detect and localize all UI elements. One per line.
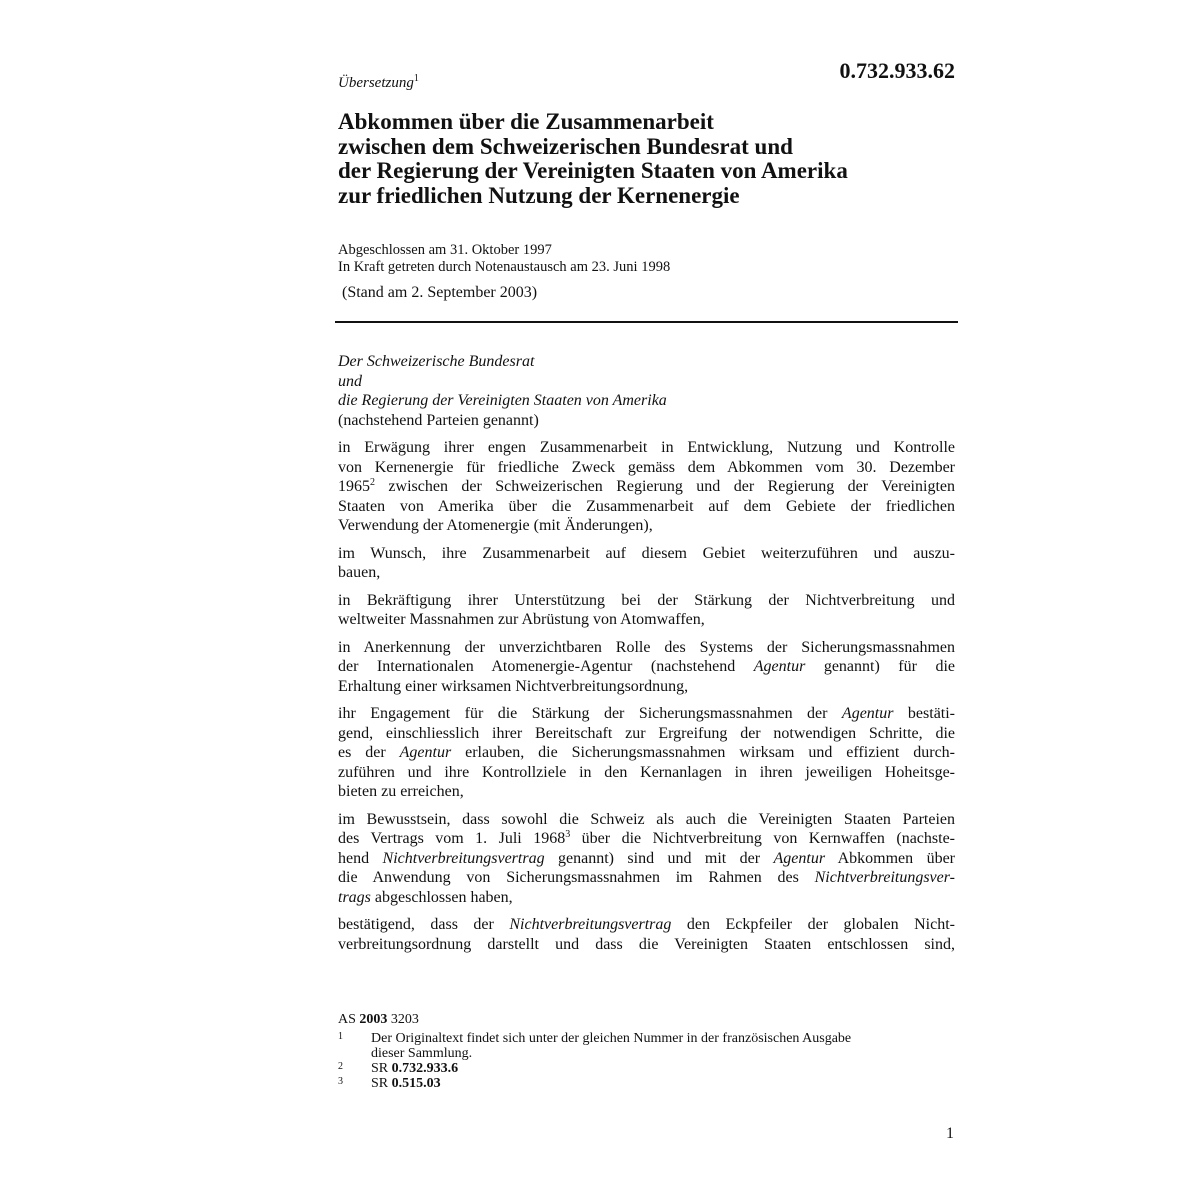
as-page: 3203: [387, 1012, 419, 1027]
footnote-number: 2: [338, 1061, 343, 1072]
text-fragment: genannt) für die: [805, 658, 955, 675]
text-line: weltweiter Massnahmen zur Abrüstung von Atomwaffen,: [338, 611, 705, 628]
text-fragment: hend: [338, 849, 383, 867]
term-agentur: Agentur: [773, 849, 826, 867]
text-line: [338, 868, 955, 888]
text-fragment: der Internationalen Atomenergie-Agentur (nachstehend: [338, 658, 754, 675]
as-reference: [338, 1012, 958, 1027]
text-fragment: es der: [338, 744, 400, 761]
preamble-paragraph: [338, 591, 955, 630]
title-line: Abkommen über die Zusammenarbeit: [338, 109, 714, 134]
footnote-text: Der Originaltext findet sich unter der gleichen Nummer in der französischen Ausgabe: [371, 1031, 852, 1046]
page-number: 1: [946, 1125, 954, 1142]
footnote-ref-3[interactable]: 3: [565, 829, 571, 840]
text-line: zuführen und ihre Kontrollziele in den Kernanlagen in ihren jeweiligen Hoheitsge-: [338, 763, 955, 781]
as-year: 2003: [359, 1012, 388, 1027]
footnote-text: dieser Sammlung.: [371, 1046, 473, 1061]
title-line: der Regierung der Vereinigten Staaten von Amerika: [338, 158, 848, 183]
text-fragment: genannt) sind und mit der: [544, 849, 774, 867]
text-fragment: 1965: [338, 478, 370, 495]
text-line: bieten zu erreichen,: [338, 783, 464, 800]
term-agentur: Agentur: [399, 744, 452, 761]
title-line: zur friedlichen Nutzung der Kernenergie: [338, 182, 740, 208]
text-line: verbreitungsordnung darstellt und dass die Vereinigten Staaten entschlossen sind,: [338, 935, 955, 953]
footnote-number: 3: [338, 1076, 343, 1087]
text-fragment: den Eckpfeiler der globalen Nicht-: [671, 916, 955, 933]
term-treaty: Nichtverbreitungsver-: [814, 869, 955, 886]
title-line: zwischen dem Schweizerischen Bundesrat und: [338, 133, 793, 159]
parties-note: (nachstehend Parteien genannt): [338, 411, 539, 429]
preamble-paragraph: [338, 638, 955, 697]
preamble: [338, 352, 955, 954]
text-fragment: zwischen der Schweizerischen Regierung und der Regierung der Vereinigten: [375, 478, 955, 495]
text-fragment: des Vertrags vom 1. Juli 1968: [338, 830, 566, 847]
footnote-2: [338, 1061, 958, 1076]
text-fragment: ihr Engagement für die Stärkung der Sicherungsmassnahmen der: [338, 705, 842, 722]
in-force-date: In Kraft getreten durch Notenaustausch am 23. Juni 1998: [338, 258, 671, 275]
party-conjunction: und: [338, 372, 362, 390]
concluded-date: Abgeschlossen am 31. Oktober 1997: [338, 242, 552, 258]
footnote-prefix: SR: [371, 1076, 392, 1091]
text-fragment: abgeschlossen haben,: [370, 888, 513, 906]
text-line: [338, 743, 955, 763]
text-line: bauen,: [338, 564, 381, 581]
footnote-sr-link[interactable]: 0.515.03: [391, 1076, 441, 1091]
text-fragment: die Anwendung von Sicherungsmassnahmen im Rahmen des: [338, 869, 815, 886]
text-fragment: bestätigend, dass der: [338, 916, 510, 933]
text-line: in Erwägung ihrer engen Zusammenarbeit in Entwicklung, Nutzung und Kontrolle: [338, 439, 955, 456]
text-line: im Bewusstsein, dass sowohl die Schweiz als auch die Vereinigten Staaten Parteien: [338, 810, 955, 828]
text-line: Verwendung der Atomenergie (mit Änderungen),: [338, 517, 653, 534]
text-line: [338, 915, 955, 935]
footnote-number: 1: [338, 1031, 343, 1042]
text-line: von Kernenergie für friedliche Zweck gemäss dem Abkommen vom 30. Dezember: [338, 458, 955, 476]
party-swiss: Der Schweizerische Bundesrat: [338, 353, 535, 370]
parties-block: [338, 352, 955, 430]
preamble-paragraph: [338, 915, 955, 954]
footnote-prefix: SR: [371, 1061, 392, 1076]
status-date: (Stand am 2. September 2003): [342, 284, 538, 301]
document-dates: [338, 242, 670, 275]
text-line: [338, 477, 955, 497]
term-agentur: Agentur: [753, 658, 806, 675]
preamble-paragraph: [338, 438, 955, 536]
text-line: [338, 704, 955, 724]
footnotes: [338, 1012, 958, 1091]
header-divider: [335, 321, 958, 323]
text-line: in Bekräftigung ihrer Unterstützung bei der Stärkung der Nichtverbreitung und: [338, 591, 955, 609]
text-fragment: bestäti-: [893, 705, 956, 722]
term-treaty: trags: [338, 888, 371, 906]
text-line: [338, 849, 955, 869]
document-title: [338, 110, 958, 208]
text-line: [338, 829, 955, 849]
text-fragment: erlauben, die Sicherungsmassnahmen wirksam und effizient durch-: [451, 744, 955, 761]
footnote-3: [338, 1076, 958, 1091]
text-line: Erhaltung einer wirksamen Nichtverbreitungsordnung,: [338, 677, 689, 695]
footnote-sr-link[interactable]: 0.732.933.6: [391, 1061, 459, 1076]
term-treaty: Nichtverbreitungsvertrag: [382, 849, 545, 867]
text-line: [338, 888, 955, 908]
party-usa: die Regierung der Vereinigten Staaten von Amerika: [338, 392, 667, 409]
preamble-paragraph: [338, 704, 955, 802]
text-line: [338, 657, 955, 677]
text-fragment: Abkommen über: [825, 849, 955, 867]
text-line: im Wunsch, ihre Zusammenarbeit auf diesem Gebiet weiterzuführen und auszu-: [338, 544, 955, 562]
text-line: Staaten von Amerika über die Zusammenarbeit auf dem Gebiete der friedlichen: [338, 497, 955, 515]
text-line: gend, einschliesslich ihrer Bereitschaft zur Ergreifung der notwendigen Schritte, die: [338, 724, 955, 742]
text-fragment: über die Nichtverbreitung von Kernwaffen (nachste-: [570, 830, 955, 847]
term-agentur: Agentur: [841, 705, 894, 722]
footnote-1: [338, 1031, 958, 1061]
sr-number: 0.732.933.62: [839, 58, 955, 83]
footnote-ref-1[interactable]: 1: [413, 73, 419, 84]
term-treaty: Nichtverbreitungsvertrag: [509, 916, 672, 933]
footnote-ref-2[interactable]: 2: [370, 477, 375, 488]
preamble-paragraph: [338, 544, 955, 583]
preamble-paragraph: [338, 810, 955, 908]
translation-label: [338, 73, 419, 92]
text-line: in Anerkennung der unverzichtbaren Rolle des Systems der Sicherungsmassnahmen: [338, 638, 955, 656]
translation-text: Übersetzung: [338, 75, 414, 91]
as-prefix: AS: [338, 1012, 360, 1027]
